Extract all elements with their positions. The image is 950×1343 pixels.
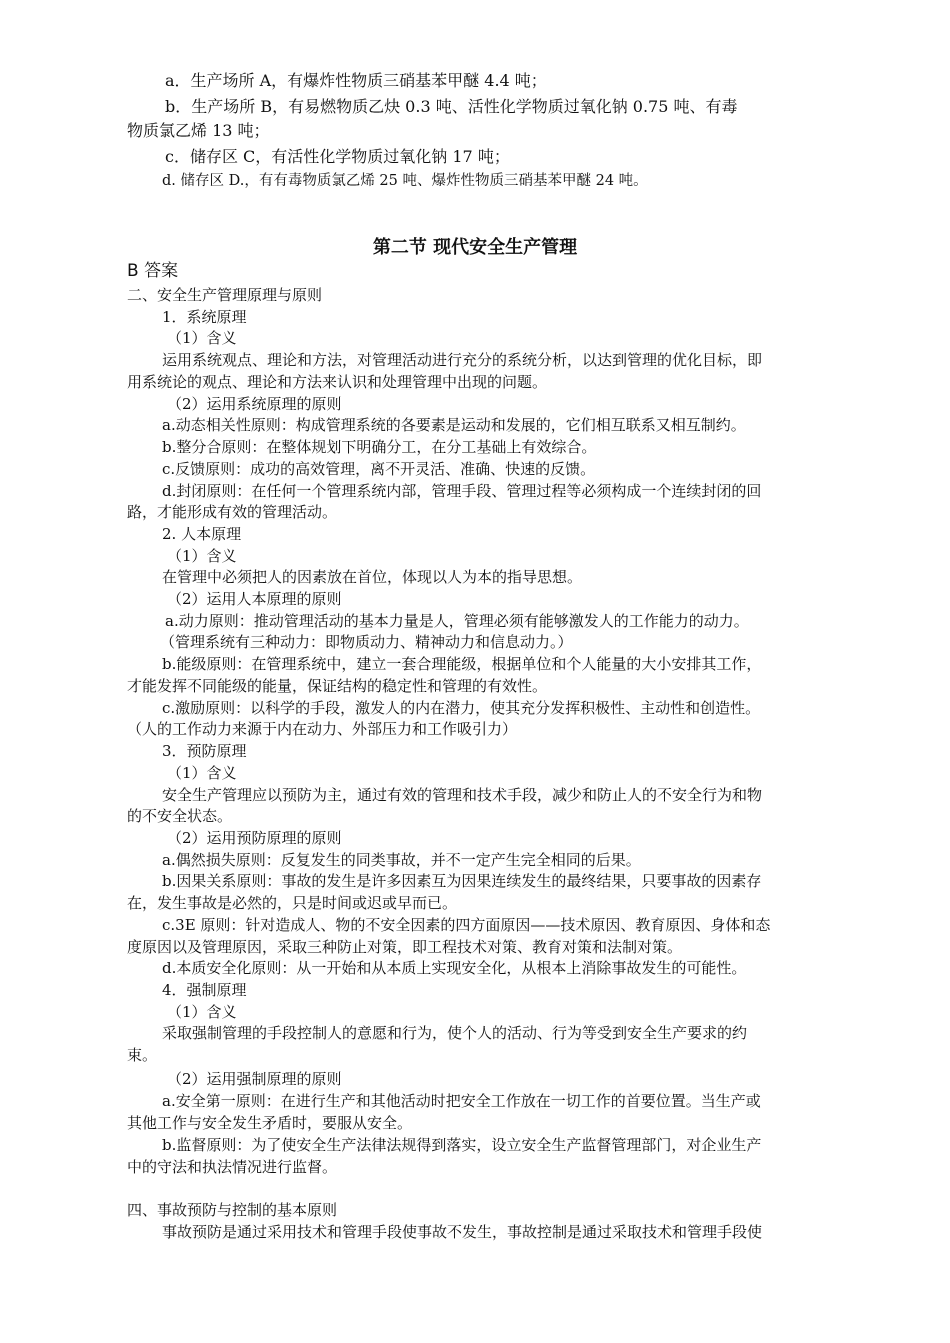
list-item: b.监督原则：为了使安全生产法律法规得到落实，设立安全生产监督管理部门，对企业生产: [162, 1136, 762, 1154]
section-title: 第二节 现代安全生产管理: [372, 237, 578, 258]
heading-system-principle: 1．系统原理: [162, 308, 247, 326]
list-item-continuation: 度原因以及管理原因，采取三种防止对策，即工程技术对策、教育对策和法制对策。: [127, 938, 683, 956]
intro-item-a: a．生产场所 A，有爆炸性物质三硝基苯甲醚 4.4 吨；: [165, 71, 547, 90]
list-item: c.反馈原则：成功的高效管理，离不开灵活、准确、快速的反馈。: [162, 460, 596, 478]
subheading-meaning: （1）含义: [167, 547, 237, 565]
list-item-continuation: 中的守法和执法情况进行监督。: [127, 1158, 338, 1176]
paragraph-line: 采取强制管理的手段控制人的意愿和行为，使个人的活动、行为等受到安全生产要求的约: [162, 1024, 748, 1042]
paragraph-line: 运用系统观点、理论和方法，对管理活动进行充分的系统分析，以达到管理的优化目标，即: [162, 351, 763, 369]
paragraph-line: 的不安全状态。: [127, 807, 233, 825]
heading-safety-principles: 二、安全生产管理原理与原则: [127, 286, 323, 304]
list-item: c.3E 原则：针对造成人、物的不安全因素的四方面原因——技术原因、教育原因、身体和态: [162, 916, 771, 934]
list-item: a.安全第一原则：在进行生产和其他活动时把安全工作放在一切工作的首要位置。当生产或: [162, 1092, 761, 1110]
intro-item-c: c．储存区 C，有活性化学物质过氧化钠 17 吨；: [165, 147, 510, 166]
subheading-principles: （2）运用系统原理的原则: [167, 395, 342, 413]
list-item-continuation: 其他工作与安全发生矛盾时，要服从安全。: [127, 1114, 413, 1132]
list-item: d.封闭原则：在任何一个管理系统内部，管理手段、管理过程等必须构成一个连续封闭的回: [162, 482, 762, 500]
subheading-meaning: （1）含义: [167, 1003, 237, 1021]
subheading-principles: （2）运用强制原理的原则: [167, 1070, 342, 1088]
intro-item-b-line1: b．生产场所 B，有易燃物质乙炔 0.3 吨、活性化学物质过氧化钠 0.75 吨、有毒: [165, 97, 738, 116]
list-item: b.因果关系原则：事故的发生是许多因素互为因果连续发生的最终结果，只要事故的因素存: [162, 872, 762, 890]
list-item-note: （管理系统有三种动力：即物质动力、精神动力和信息动力。）: [160, 633, 573, 651]
heading-enforcement-principle: 4．强制原理: [162, 981, 247, 999]
paragraph-line: 束。: [127, 1046, 158, 1064]
heading-accident-prevention: 四、事故预防与控制的基本原则: [127, 1201, 338, 1219]
paragraph-line: 用系统论的观点、理论和方法来认识和处理管理中出现的问题。: [127, 373, 548, 391]
list-item-continuation: 路，才能形成有效的管理活动。: [127, 503, 338, 521]
list-item: a.动力原则：推动管理活动的基本力量是人，管理必须有能够激发人的工作能力的动力。: [165, 612, 749, 630]
subheading-principles: （2）运用人本原理的原则: [167, 590, 342, 608]
intro-item-b-line2: 物质氯乙烯 13 吨；: [127, 121, 270, 140]
list-item: a.偶然损失原则：反复发生的同类事故，并不一定产生完全相同的后果。: [162, 851, 641, 869]
list-item-continuation: 在，发生事故是必然的，只是时间或迟或早而已。: [127, 894, 458, 912]
list-item: b.整分合原则：在整体规划下明确分工，在分工基础上有效综合。: [162, 438, 597, 456]
list-item: c.激励原则：以科学的手段，激发人的内在潜力，使其充分发挥积极性、主动性和创造性。: [162, 699, 761, 717]
list-item-continuation: 才能发挥不同能级的能量，保证结构的稳定性和管理的有效性。: [127, 677, 548, 695]
subheading-meaning: （1）含义: [167, 329, 237, 347]
intro-item-d: d. 储存区 D.，有有毒物质氯乙烯 25 吨、爆炸性物质三硝基苯甲醚 24 吨。: [162, 173, 648, 189]
list-item: d.本质安全化原则：从一开始和从本质上实现安全化，从根本上消除事故发生的可能性。: [162, 959, 747, 977]
list-item-note: （人的工作动力来源于内在动力、外部压力和工作吸引力）: [127, 720, 518, 738]
list-item: b.能级原则：在管理系统中，建立一套合理能级，根据单位和个人能量的大小安排其工作，: [162, 655, 762, 673]
heading-prevention-principle: 3．预防原理: [162, 742, 247, 760]
subheading-principles: （2）运用预防原理的原则: [167, 829, 342, 847]
list-item: a.动态相关性原则：构成管理系统的各要素是运动和发展的，它们相互联系又相互制约。: [162, 416, 746, 434]
answer-label: B 答案: [127, 261, 179, 281]
heading-human-principle: 2. 人本原理: [162, 525, 242, 543]
paragraph-line: 在管理中必须把人的因素放在首位，体现以人为本的指导思想。: [162, 568, 583, 586]
paragraph-line: 事故预防是通过采用技术和管理手段使事故不发生，事故控制是通过采取技术和管理手段使: [162, 1223, 763, 1241]
subheading-meaning: （1）含义: [167, 764, 237, 782]
paragraph-line: 安全生产管理应以预防为主，通过有效的管理和技术手段，减少和防止人的不安全行为和物: [162, 786, 763, 804]
